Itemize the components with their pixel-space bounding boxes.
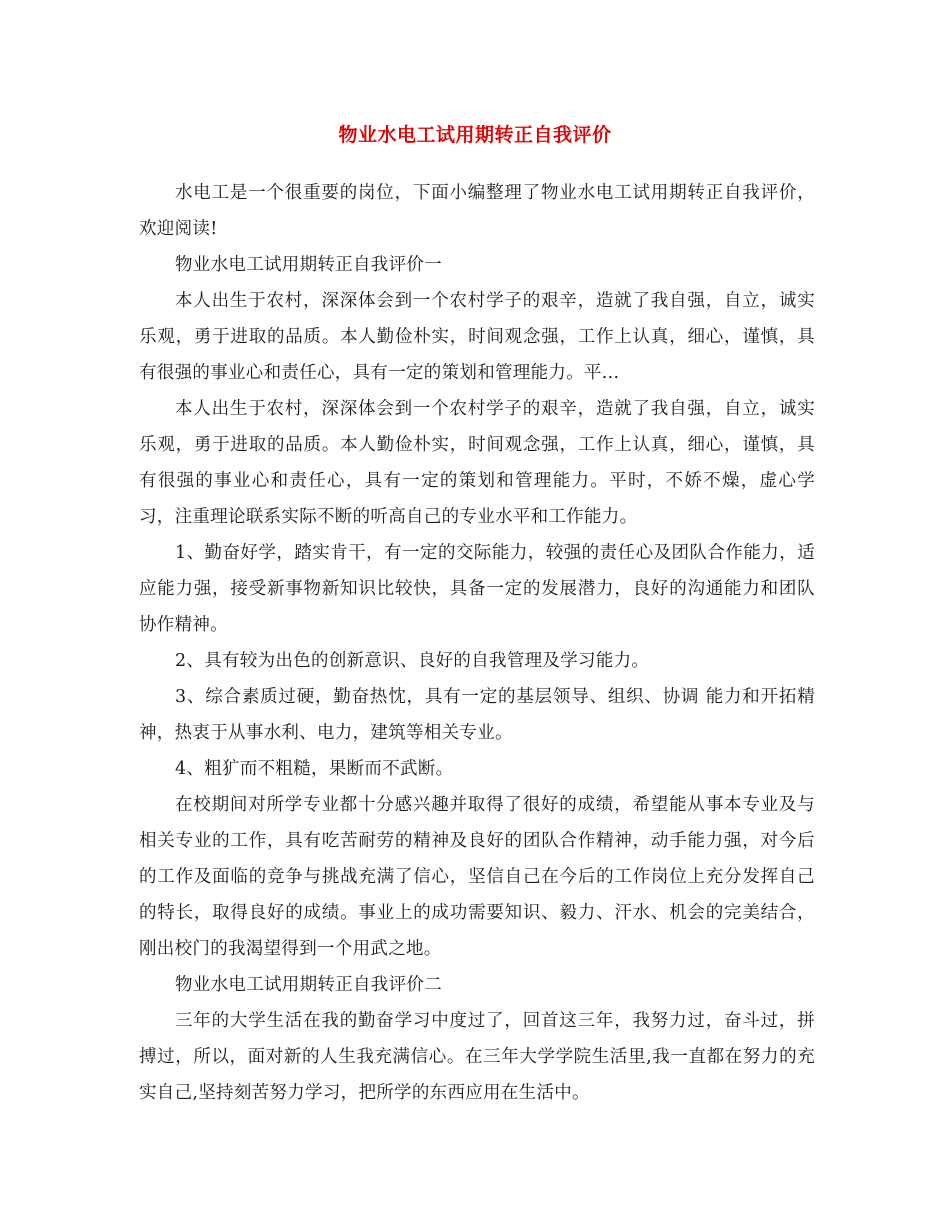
- document-title: 物业水电工试用期转正自我评价: [338, 124, 612, 146]
- body-paragraph: 三年的大学生活在我的勤奋学习中度过了，回首这三年，我努力过，奋斗过，拼搏过，所以，面对新的人生我充满信心。在三年大学学院生活里,我一直都在努力的充实自己,坚持刻苦努力学习，把所学的东西应用在生活中。: [139, 1011, 815, 1103]
- body-paragraph: 在校期间对所学专业都十分感兴趣并取得了很好的成绩，希望能从事本专业及与相关专业的工作，具有吃苦耐劳的精神及良好的团队合作精神，动手能力强，对今后的工作及面临的竞争与挑战充满了信心，坚信自己在今后的工作岗位上充分发挥自己的特长，取得良好的成绩。事业上的成功需要知识、毅力、汗水、机会的完美结合，刚出校门的我渴望得到一个用武之地。: [139, 795, 815, 959]
- list-item: 3、综合素质过硬，勤奋热忱，具有一定的基层领导、组织、协调 能力和开拓精神，热衷于从事水利、电力，建筑等相关专业。: [139, 687, 815, 743]
- intro-paragraph: 水电工是一个很重要的岗位，下面小编整理了物业水电工试用期转正自我评价，欢迎阅读!: [139, 183, 815, 239]
- list-item: 2、具有较为出色的创新意识、良好的自我管理及学习能力。: [175, 651, 650, 671]
- document-body: [139, 175, 815, 1111]
- section-heading-one: 物业水电工试用期转正自我评价一: [175, 255, 442, 275]
- list-item: 1、勤奋好学，踏实肯干，有一定的交际能力，较强的责任心及团队合作能力，适应能力强，接受新事物新知识比较快，具备一定的发展潜力，良好的沟通能力和团队协作精神。: [139, 543, 815, 635]
- body-paragraph: 本人出生于农村，深深体会到一个农村学子的艰辛，造就了我自强，自立，诚实乐观，勇于进取的品质。本人勤俭朴实，时间观念强，工作上认真，细心，谨慎，具有很强的事业心和责任心，具有一定的策划和管理能力。平...: [139, 291, 815, 383]
- list-item: 4、粗犷而不粗糙，果断而不武断。: [175, 759, 454, 779]
- section-heading-two: 物业水电工试用期转正自我评价二: [175, 975, 442, 995]
- body-paragraph: 本人出生于农村，深深体会到一个农村学子的艰辛，造就了我自强，自立，诚实乐观，勇于进取的品质。本人勤俭朴实，时间观念强，工作上认真，细心，谨慎，具有很强的事业心和责任心，具有一定的策划和管理能力。平时，不娇不燥，虚心学习，注重理论联系实际不断的听高自己的专业水平和工作能力。: [139, 399, 815, 527]
